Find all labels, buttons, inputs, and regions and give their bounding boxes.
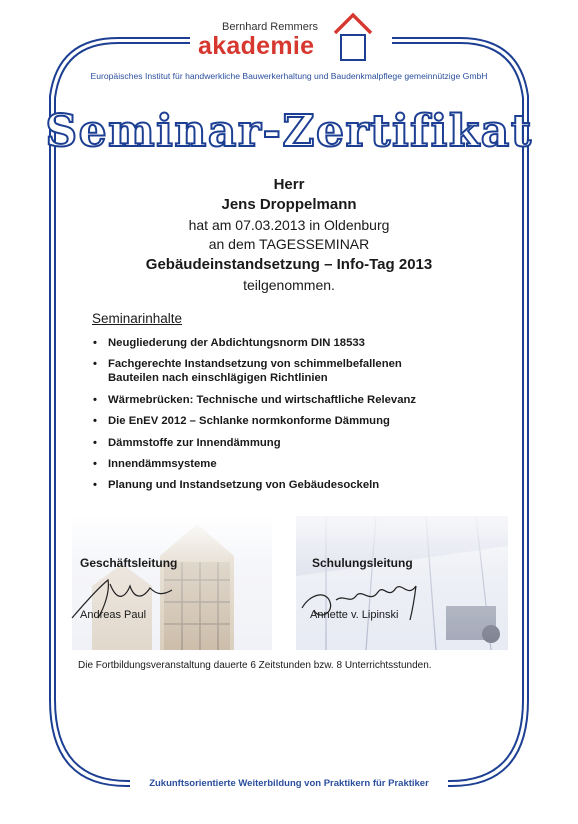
- seminar-contents-heading: Seminarinhalte: [92, 311, 183, 326]
- seminar-content-item: [90, 436, 510, 450]
- footer-slogan: Zukunftsorientierte Weiterbildung von Praktikern für Praktiker: [149, 778, 429, 789]
- recipient-name: Jens Droppelmann: [221, 196, 357, 213]
- seminar-content-text: Fachgerechte Instandsetzung von schimmelbefallenen: [108, 358, 402, 371]
- certificate-title: Seminar-Zertifikat: [45, 106, 533, 157]
- bullet-icon: •: [93, 393, 97, 406]
- training-lead-label: Schulungsleitung: [312, 556, 413, 570]
- seminar-content-text: Innendämmsysteme: [108, 457, 217, 470]
- training-duration-note: Die Fortbildungsveranstaltung dauerte 6 Zeitstunden bzw. 8 Unterrichtsstunden.: [78, 660, 432, 671]
- seminar-content-item: [90, 336, 510, 350]
- bullet-icon: •: [93, 436, 97, 449]
- recipient-salutation: Herr: [273, 176, 305, 193]
- management-signatory-name: Andreas Paul: [80, 609, 147, 621]
- academy-logo-text: akademie: [198, 32, 315, 60]
- institute-description: Europäisches Institut für handwerkliche Bauwerkerhaltung und Baudenkmalpflege gemeinnützige GmbH: [90, 71, 488, 81]
- seminar-content-text: Die EnEV 2012 – Schlanke normkonforme Dämmung: [108, 415, 390, 428]
- seminar-content-item: [90, 414, 510, 428]
- seminar-type: an dem TAGESSEMINAR: [208, 236, 370, 252]
- seminar-content-text: Wärmebrücken: Technische und wirtschaftliche Relevanz: [108, 393, 417, 406]
- seminar-content-text: Neugliederung der Abdichtungsnorm DIN 18533: [108, 337, 365, 349]
- seminar-content-text: Dämmstoffe zur Innendämmung: [108, 436, 281, 449]
- seminar-content-text: Bauteilen nach einschlägigen Richtlinien: [108, 372, 328, 385]
- training-lead-signatory-name: Annette v. Lipinski: [310, 609, 399, 621]
- seminar-content-item: [90, 357, 510, 385]
- attendance-confirmation: teilgenommen.: [243, 277, 335, 293]
- bullet-icon: •: [93, 415, 97, 428]
- bullet-icon: •: [93, 358, 97, 371]
- brand-name: Bernhard Remmers: [222, 21, 318, 33]
- bullet-icon: •: [93, 457, 97, 470]
- seminar-content-item: [90, 393, 510, 407]
- seminar-content-item: [90, 478, 510, 492]
- seminar-contents-list: [90, 336, 510, 500]
- attendance-date-place: hat am 07.03.2013 in Oldenburg: [188, 217, 390, 233]
- seminar-content-item: [90, 457, 510, 471]
- bullet-icon: •: [93, 479, 97, 492]
- house-logo-icon: [332, 11, 374, 63]
- bullet-icon: •: [93, 337, 97, 349]
- management-label: Geschäftsleitung: [80, 556, 178, 570]
- course-title: Gebäudeinstandsetzung – Info-Tag 2013: [145, 256, 433, 273]
- seminar-content-text: Planung und Instandsetzung von Gebäudesockeln: [108, 479, 380, 492]
